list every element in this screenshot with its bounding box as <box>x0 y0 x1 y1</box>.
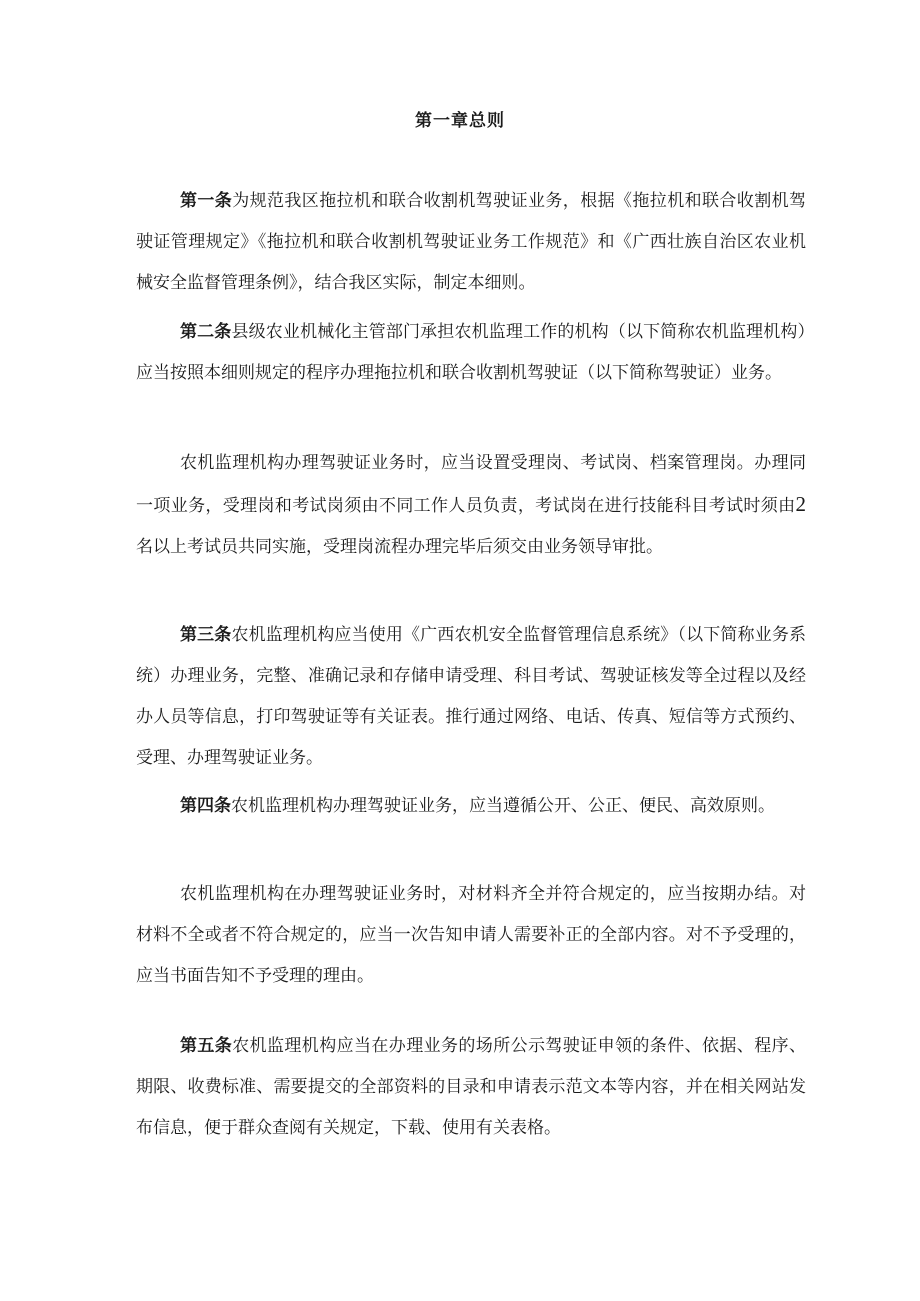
article-3 <box>136 615 806 779</box>
article-5 <box>136 1026 806 1149</box>
article-5-text: 农机监理机构应当在办理业务的场所公示驾驶证申领的条件、依据、程序、期限、收费标准、需要提交的全部资料的目录和申请表示范文本等内容，并在相关网站发布信息，便于群众查阅有关规定，下载、使用有关表格。 <box>136 1036 807 1138</box>
article-3-text: 农机监理机构应当使用《广西农机安全监督管理信息系统》（以下简称业务系统）办理业务，完整、准确记录和存储申请受理、科目考试、驾驶证核发等全过程以及经办人员等信息，打印驾驶证等有关证表。推行通过网络、电话、传真、短信等方式预约、受理、办理驾驶证业务。 <box>136 625 807 768</box>
article-2-label: 第二条 <box>180 322 232 342</box>
article-4 <box>136 786 806 827</box>
article-2-paragraph-2 <box>136 443 806 568</box>
chapter-title: 第一章总则 <box>415 111 505 131</box>
article-2-paragraph-2-text-a: 农机监理机构办理驾驶证业务时，应当设置受理岗、考试岗、档案管理岗。办理同一项业务，受理岗和考试岗须由不同工作人员负责，考试岗在进行技能科目考试时须由 <box>136 453 806 516</box>
article-2-text: 县级农业机械化主管部门承担农机监理工作的机构（以下简称农机监理机构）应当按照本细则规定的程序办理拖拉机和联合收割机驾驶证（以下简称驾驶证）业务。 <box>136 322 807 383</box>
article-4-paragraph-2-text: 农机监理机构在办理驾驶证业务时，对材料齐全并符合规定的，应当按期办结。对材料不全或者不符合规定的，应当一次告知申请人需要补正的全部内容。对不予受理的，应当书面告知不予受理的理由。 <box>136 884 806 986</box>
article-2-paragraph-2-text-b: 名以上考试员共同实施，受理岗流程办理完毕后须交由业务领导审批。 <box>136 537 663 557</box>
article-1-label: 第一条 <box>180 191 233 211</box>
article-1-text: 为规范我区拖拉机和联合收割机驾驶证业务，根据《拖拉机和联合收割机驾驶证管理规定》《拖拉机和联合收割机驾驶证业务工作规范》和《广西壮族自治区农业机械安全监督管理条例》，结合我区实际，制定本细则。 <box>136 191 807 293</box>
article-1 <box>136 181 806 304</box>
article-2 <box>136 312 806 394</box>
article-4-label: 第四条 <box>180 796 231 816</box>
article-4-text: 农机监理机构办理驾驶证业务，应当遵循公开、公正、便民、高效原则。 <box>231 796 775 816</box>
article-3-label: 第三条 <box>180 625 232 645</box>
article-5-label: 第五条 <box>180 1036 233 1056</box>
article-4-paragraph-2 <box>136 874 806 997</box>
examiner-count: 2 <box>795 492 806 516</box>
